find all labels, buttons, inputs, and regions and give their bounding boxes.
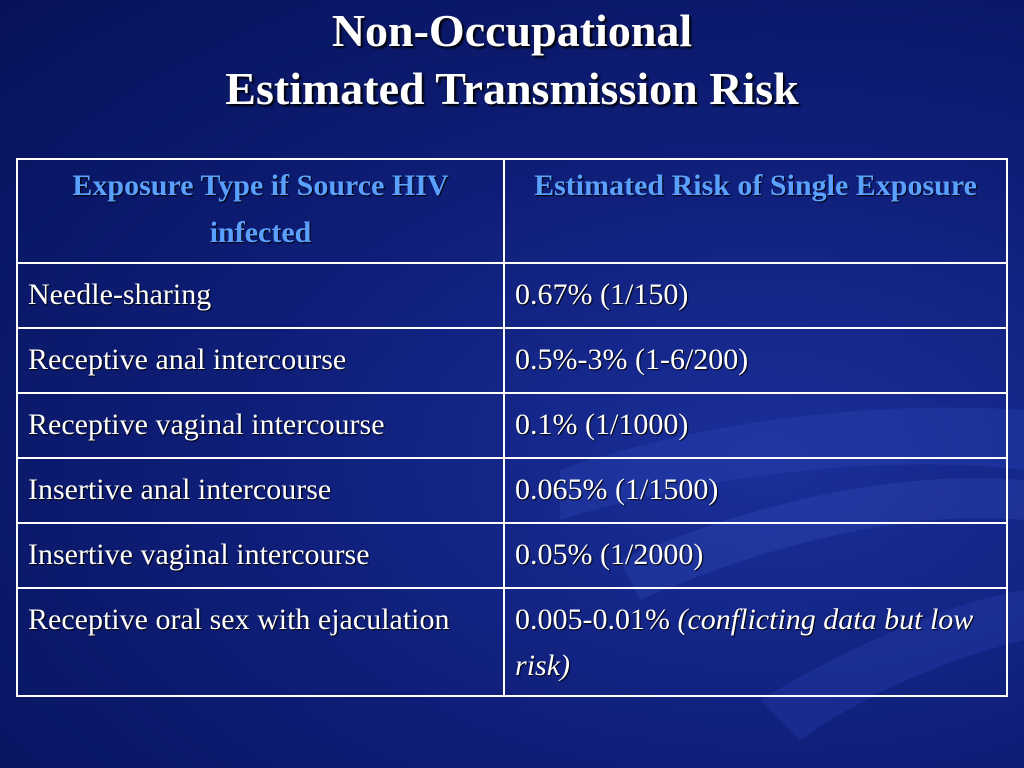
title-line-2: Estimated Transmission Risk [225, 63, 799, 114]
table-row [17, 588, 1007, 696]
exposure-cell: Needle-sharing [17, 263, 504, 328]
risk-value: 0.005-0.01% [515, 603, 670, 636]
risk-cell: 0.5%-3% (1-6/200) [504, 328, 1007, 393]
exposure-cell: Insertive vaginal intercourse [17, 523, 504, 588]
exposure-cell: Insertive anal intercourse [17, 458, 504, 523]
table-row [17, 263, 1007, 328]
exposure-cell: Receptive oral sex with ejaculation [17, 588, 504, 696]
table-header-row [17, 159, 1007, 263]
header-estimated-risk: Estimated Risk of Single Exposure [504, 159, 1007, 263]
table-row [17, 328, 1007, 393]
risk-cell: 0.67% (1/150) [504, 263, 1007, 328]
risk-note: (conflicting data but low risk) [515, 603, 974, 682]
table-row [17, 458, 1007, 523]
exposure-cell: Receptive vaginal intercourse [17, 393, 504, 458]
slide-title [0, 2, 1024, 118]
risk-cell: 0.05% (1/2000) [504, 523, 1007, 588]
title-line-1: Non-Occupational [331, 5, 693, 56]
risk-table [16, 158, 1008, 697]
table-row [17, 393, 1007, 458]
table-row [17, 523, 1007, 588]
risk-cell [504, 588, 1007, 696]
risk-cell: 0.1% (1/1000) [504, 393, 1007, 458]
header-exposure-type: Exposure Type if Source HIV infected [17, 159, 504, 263]
exposure-cell: Receptive anal intercourse [17, 328, 504, 393]
risk-cell: 0.065% (1/1500) [504, 458, 1007, 523]
